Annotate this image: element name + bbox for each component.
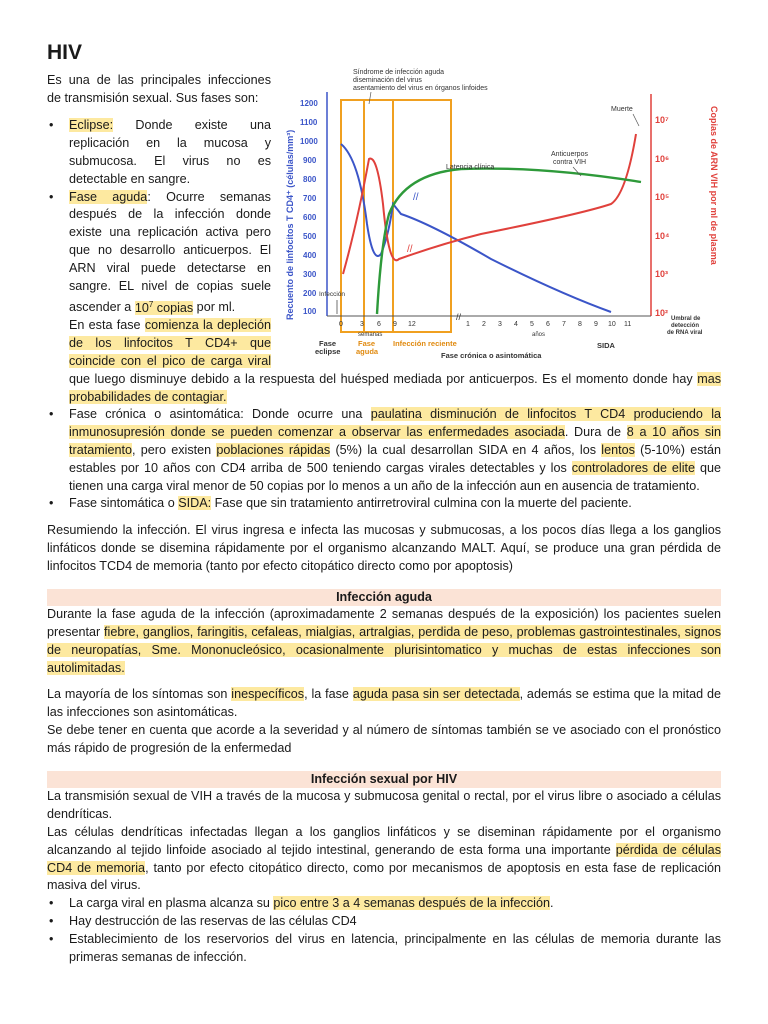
threshold-line: Umbral de [671,315,701,322]
x-tick: 5 [530,320,534,328]
phase-eclipse-2: eclipse [315,346,341,356]
text-run: Durante la fase aguda de la infección (aproximadamente 2 semanas después de la exposición) los pacientes suelen presentar [47,607,721,640]
highlight: lentos [601,442,635,457]
list-item-aguda [47,189,721,407]
annotation-anticuerpos-2: contra VIH [553,158,587,166]
text-run: Las células dendríticas infectadas llegan a los ganglios linfáticos y se diseminan rápidamente por el organismo alcanzando al tejido linfoide asociado al tejido intestinal, generando de esta forma una importante [47,825,721,857]
x-tick: 10 [608,320,616,328]
x-tick: 12 [408,320,416,328]
text-run: Fase sintomática o [69,496,179,511]
top-annotation [353,69,488,92]
x-tick: 6 [377,320,381,328]
left-tick: 1000 [300,136,318,146]
threshold-line: detección [671,322,700,329]
x-tick: 1 [466,320,470,328]
text-run: La mayoría de los síntomas son [47,687,232,702]
text-run: , además se estima que la mitad de las infecciones son asintomáticas. [47,687,721,720]
text-run: En esta fase [69,318,145,333]
highlight: SIDA: [178,496,212,511]
list-item-cronica [47,406,721,495]
text-run: : Ocurre semanas después de la infección donde existe una replicación activa pero que no desarrollo anticuerpos. El ARN viral puede detectarse en sangre. EL nivel de copias suele ascender a [69,189,271,315]
text-run: La carga viral en plasma alcanza su [69,896,274,911]
x-tick: 3 [360,320,364,328]
right-tick: 10⁶ [655,153,670,164]
x-tick: 0 [339,320,343,328]
threshold-line: de RNA viral [667,329,703,336]
annotation-muerte: Muerte [611,105,633,113]
annotation-latencia: Latencia clínica [446,163,495,171]
text-run: (5-10%) están estables por 10 años con CD4 arriba de 500 teniendo cargas virales detectables y los [69,442,722,475]
phases-block [47,68,722,513]
text-run: Donde existe una replicación en la mucosa y submucosa. El virus no es detectable en sangre. [69,118,271,186]
highlight: inespecíficos [231,687,305,702]
section-title-sexual: Infección sexual por HIV [47,771,721,789]
left-tick: 900 [303,155,317,165]
annotation-line: asentamiento del virus en órganos linfoides [353,84,488,92]
left-tick: 800 [303,174,317,184]
highlight: aguda pasa sin ser detectada [352,687,520,702]
copias-base: 10 [134,300,149,315]
aguda-paragraph-2 [47,686,721,722]
left-tick: 600 [303,212,317,222]
x-tick: 11 [624,320,632,328]
text-run: Fase que sin tratamiento antirretroviral culmina con la muerte del paciente. [211,496,632,511]
phase-cronica: Fase crónica o asintomática [441,350,542,360]
text-run: que tienen una carga viral menor de 50 copias por lo menos a un año de la infección aun en ausencia de tratamiento. [69,460,722,493]
highlight: Fase aguda [69,189,148,204]
list-item [47,895,721,913]
aguda-paragraph-3: Se debe tener en cuenta que acorde a la severidad y al número de síntomas también se ve asociado con el pronóstico más rápido de progresión de la enfermedad [47,723,721,755]
annotation-pointer [369,92,371,104]
text-run: que luego disminuye debido a la respuesta del huésped mediada por anticuerpos. Es el momento donde hay [69,371,698,386]
highlight: poblaciones rápidas [216,442,331,457]
highlight: controladores de elite [571,460,696,475]
list-item: • Hay destrucción de las reservas de las células CD4 [47,913,721,931]
right-tick: 10⁵ [655,191,670,202]
list-item: • Establecimiento de los reservorios del virus en latencia, principalmente en las células de memoria durante las primeras semanas de infección. [47,931,721,967]
x-tick: 9 [393,320,397,328]
highlight: pérdida de células CD4 de memoria [47,842,721,875]
right-axis-title: Copias de ARN VIH por ml de plasma [709,105,719,265]
aguda-paragraph-1 [47,606,721,677]
x-tick: 7 [562,320,566,328]
x-year-label: años [532,331,546,338]
text-run: . [549,896,554,911]
highlight: mas probabilidades de contagiar. [69,371,721,404]
left-tick: 700 [303,193,317,203]
sexual-paragraph-2 [47,824,721,895]
text-run: por ml. [193,300,236,315]
left-tick: 1200 [300,98,318,108]
phase-aguda-2: aguda [356,346,379,356]
sexual-paragraph-1: La transmisión sexual de VIH a través de la mucosa y submucosa genital o rectal, por el virus libre o asociado a células dendríticas. [47,789,721,822]
summary-paragraph: Resumiendo la infección. El virus ingresa e infecta las mucosas y submucosas, a los pocos días llega a los ganglios linfáticos donde se disemina rápidamente por el organismo alcanzando MALT. Aquí, se produce una gran pérdida de linfocitos TCD4 de memoria (tanto por efecto citopático directo como por apoptosis) [47,523,721,573]
annotation-line: Síndrome de infección aguda [353,68,445,76]
copias-word: copias [153,300,194,315]
document-page [47,40,721,966]
text-run: , tanto por efecto citopático directo, como por mecanismos de apoptosis en esta fase de replicación masiva del virus. [47,860,722,893]
list-item-eclipse [47,114,721,188]
highlight: 8 a 10 años sin tratamiento [69,425,721,457]
x-tick: 8 [578,320,582,328]
highlight: Eclipse: [69,118,114,133]
left-tick: 400 [303,250,317,260]
curve-break-mark: // [413,191,419,203]
sexual-list [47,895,721,966]
right-tick: 10⁷ [655,114,669,125]
x-week-label: semanas [358,331,383,338]
left-tick: 500 [303,231,317,241]
left-tick: 100 [303,306,317,316]
x-tick: 3 [498,320,502,328]
right-tick: 10³ [655,268,669,279]
section-title-aguda: Infección aguda [47,589,721,607]
x-tick: 9 [594,320,598,328]
right-tick: 10² [655,307,669,318]
highlight: comienza la depleción de los linfocitos T CD4+ que coincide con el pico de carga viral [69,318,271,368]
text-run: (5%) la cual desarrollan SIDA en 4 años, los [330,442,602,457]
annotation-anticuerpos-1: Anticuerpos [551,150,588,158]
phase-aguda-1: Fase [358,338,376,348]
x-tick: 6 [546,320,550,328]
intro-paragraph: Es una de las principales infecciones de transmisión sexual. Sus fases son: [47,72,271,105]
highlight: paulatina disminución de linfocitos T CD4 produciendo la inmunosupresión donde se pueden comenzar a observar las enfermedades asociada [69,407,721,440]
highlight-copias [135,301,193,315]
left-tick: 200 [303,288,317,298]
annotation-line: diseminación del virus [353,76,422,84]
left-tick: 300 [303,269,317,279]
left-axis-title: Recuento de linfocitos T CD4⁺ (células/mm³) [285,129,295,320]
curve-break-mark: // [407,243,413,255]
x-tick: 2 [482,320,486,328]
phase-sida: SIDA [597,340,615,350]
highlight: fiebre, ganglios, faringitis, cefaleas, mialgias, artralgias, perdida de peso, problemas gastrointestinales, signos de neuropatías, Sme. Mononucleósico, ocasionalmente plurisintomatico y muchas de estas infecciones son autolimitadas. [47,625,721,675]
right-tick: 10⁴ [655,230,670,241]
phase-eclipse-1: Fase [319,338,337,348]
annotation-infeccion: Infección [319,290,346,298]
highlight: pico entre 3 a 4 semanas después de la infección [273,896,550,911]
text-run: , pero existen [132,442,217,457]
page-title: HIV [47,41,83,64]
text-run: , la fase [304,687,353,702]
axis-break-mark: // [456,311,462,322]
x-tick: 4 [514,320,518,328]
left-tick: 1100 [300,117,318,127]
copias-exponent: 7 [148,299,154,309]
phase-reciente: Infección reciente [393,338,457,348]
list-item-sida [47,495,721,513]
phases-list [47,114,722,513]
text-run: . Dura de [564,425,627,440]
text-run: Fase crónica o asintomática: Donde ocurre una [69,407,371,422]
